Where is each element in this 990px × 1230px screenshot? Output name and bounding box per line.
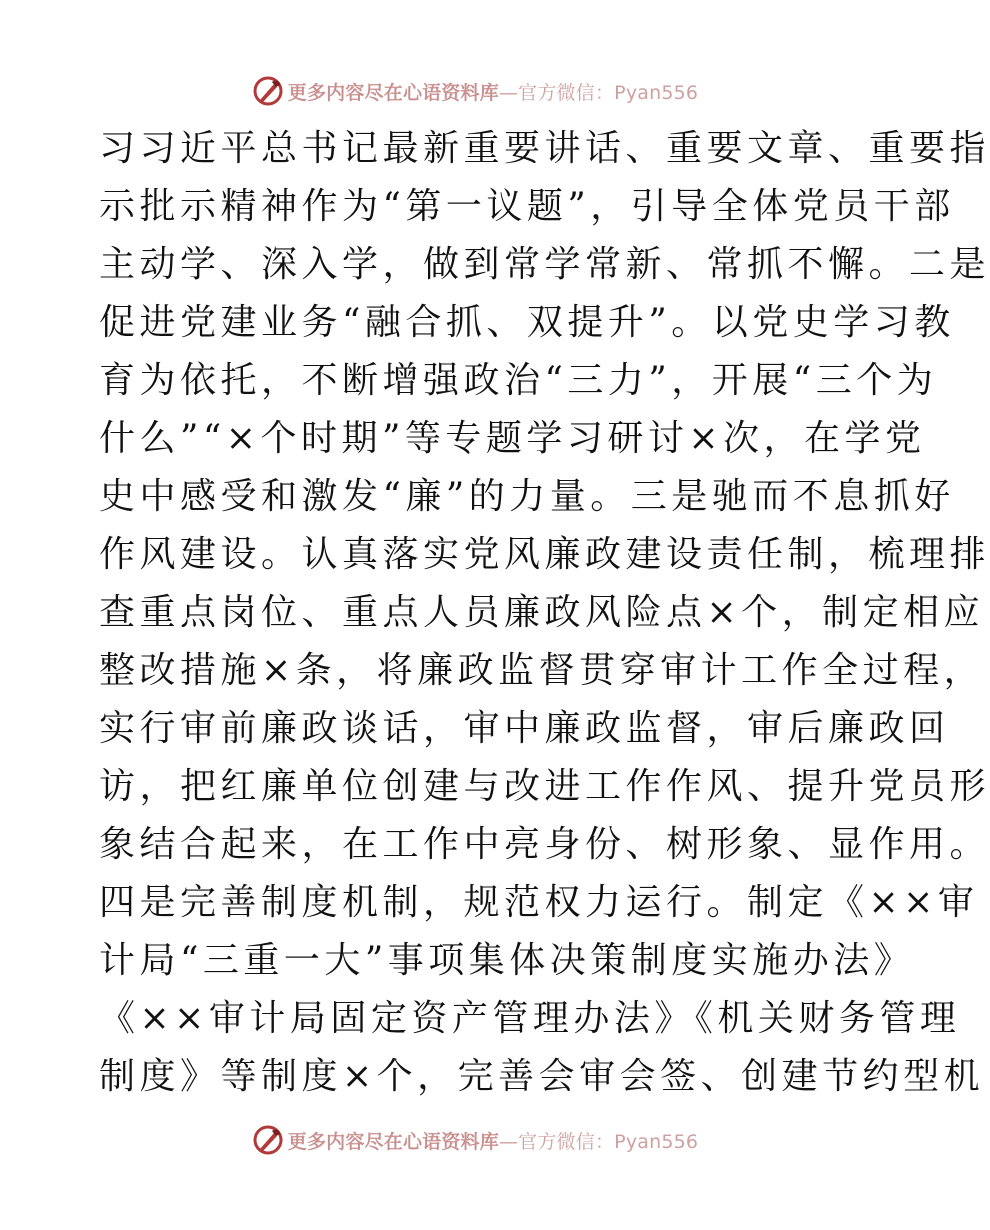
text-line: 计局“三重一大”事项集体决策制度实施办法》	[99, 940, 915, 981]
text-line: 《××审计局固定资产管理办法》《机关财务管理	[99, 998, 961, 1039]
watermark-main: 更多内容尽在心语资料库	[287, 81, 499, 104]
document-body	[99, 120, 990, 1106]
header-watermark	[0, 74, 950, 108]
text-line: 史中感受和激发“廉”的力量。三是驰而不息抓好	[99, 476, 955, 517]
text-line: 促进党建业务“融合抓、双提升”。以党史学习教	[99, 302, 955, 343]
quill-logo-icon	[252, 75, 284, 107]
watermark-dash: —	[498, 81, 519, 104]
text-line: 访，把红廉单位创建与改进工作作风、提升党员形	[99, 766, 990, 807]
text-line: 整改措施×条，将廉政监督贯穿审计工作全过程，	[99, 650, 985, 691]
watermark-sub: 官方微信：	[518, 81, 615, 104]
footer-watermark	[0, 1123, 950, 1157]
text-line: 四是完善制度机制，规范权力运行。制定《××审	[99, 882, 979, 923]
watermark-dash: —	[498, 1130, 519, 1153]
text-line: 育为依托，不断增强政治“三力”，开展“三个为	[99, 360, 938, 401]
text-line: 习习近平总书记最新重要讲话、重要文章、重要指	[99, 128, 990, 169]
watermark-main: 更多内容尽在心语资料库	[287, 1130, 499, 1153]
watermark-text	[288, 78, 698, 105]
text-line: 实行审前廉政谈话，审中廉政监督，审后廉政回	[99, 708, 950, 749]
text-line: 主动学、深入学，做到常学常新、常抓不懈。二是	[99, 244, 990, 285]
text-line: 制度》等制度×个，完善会审会签、创建节约型机	[99, 1056, 985, 1097]
watermark-text	[288, 1127, 698, 1154]
text-line: 作风建设。认真落实党风廉政建设责任制，梳理排	[99, 534, 990, 575]
text-line: 示批示精神作为“第一议题”，引导全体党员干部	[99, 186, 955, 227]
watermark-id: Pyan556	[614, 1130, 699, 1153]
watermark-id: Pyan556	[614, 81, 699, 104]
quill-logo-icon	[252, 1124, 284, 1156]
text-line: 查重点岗位、重点人员廉政风险点×个，制定相应	[99, 592, 985, 633]
watermark-sub: 官方微信：	[518, 1130, 615, 1153]
text-line: 什么”“×个时期”等专题学习研讨×次，在学党	[99, 418, 926, 459]
text-line: 象结合起来，在工作中亮身份、树形象、显作用。	[99, 824, 990, 865]
